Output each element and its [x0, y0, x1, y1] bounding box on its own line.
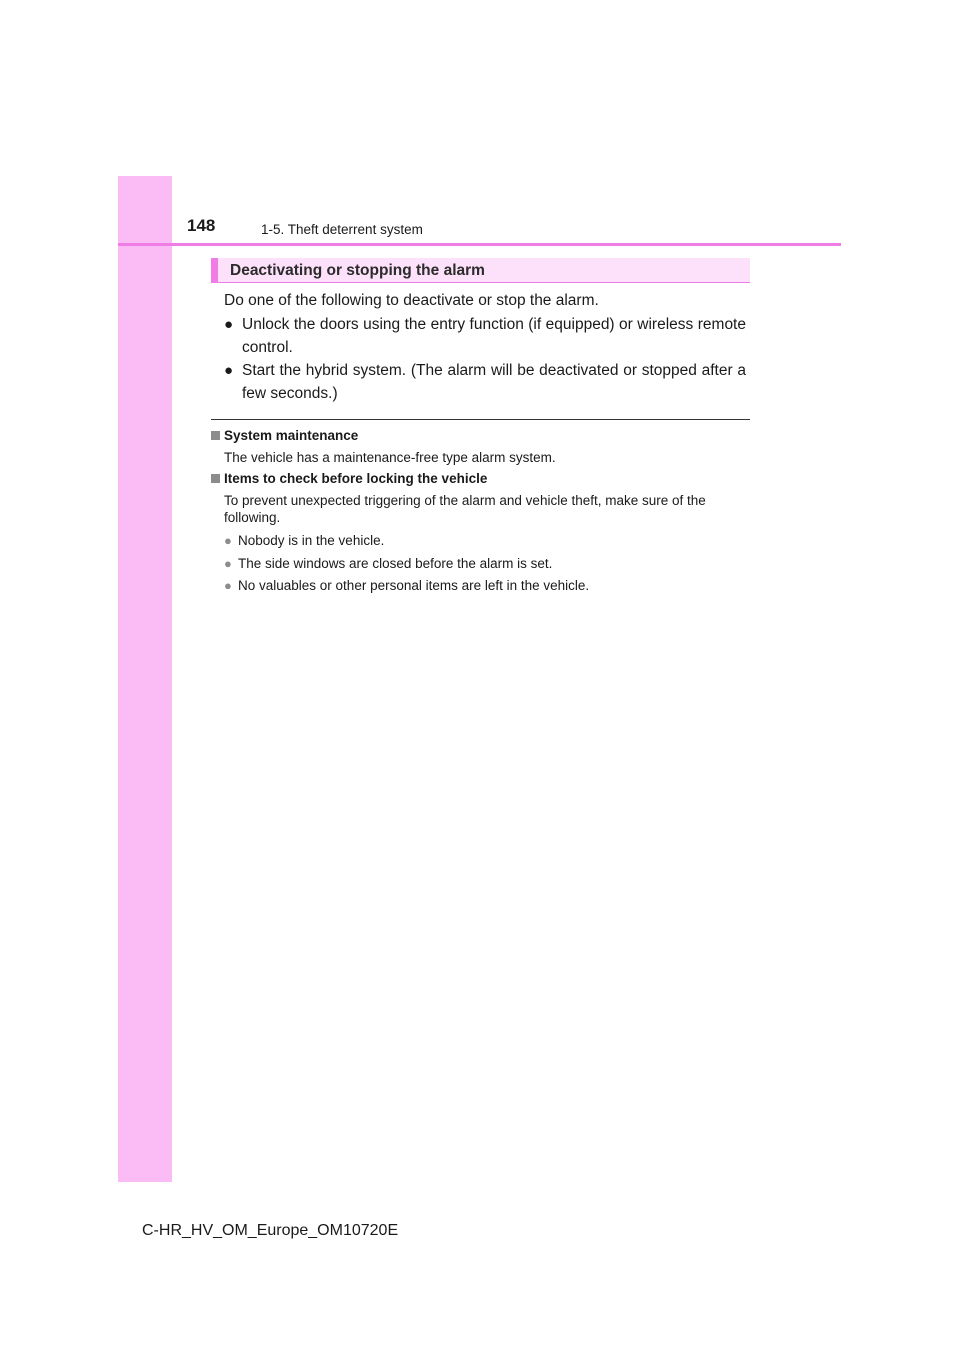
list-item [224, 313, 746, 359]
list-item [224, 532, 746, 549]
bullet-icon: ● [224, 316, 234, 333]
bullet-icon: ● [224, 362, 234, 379]
square-bullet-icon [211, 431, 220, 440]
list-item-text: The side windows are closed before the alarm is set. [238, 556, 553, 571]
list-item-text: No valuables or other personal items are left in the vehicle. [238, 578, 590, 593]
list-item-text: Unlock the doors using the entry function (if equipped) or wireless remote control. [242, 316, 746, 356]
bullet-icon: ● [224, 578, 232, 593]
list-item [224, 577, 746, 594]
bullet-icon: ● [224, 533, 232, 548]
square-bullet-icon [211, 474, 220, 483]
divider [211, 419, 750, 420]
page-number: 148 [187, 216, 216, 235]
document-code: C-HR_HV_OM_Europe_OM10720E [142, 1222, 399, 1239]
section-heading: Deactivating or stopping the alarm [230, 262, 485, 279]
note-heading: Items to check before locking the vehicle [211, 471, 487, 486]
chapter-sidebar-tab [118, 176, 172, 1182]
bullet-icon: ● [224, 556, 232, 571]
list-item-text: Nobody is in the vehicle. [238, 533, 385, 548]
note-text: To prevent unexpected triggering of the alarm and vehicle theft, make sure of the following. [224, 493, 706, 525]
list-item [224, 359, 746, 405]
note-heading: System maintenance [211, 428, 358, 443]
intro-text: Do one of the following to deactivate or stop the alarm. [224, 292, 599, 309]
section-title: 1-5. Theft deterrent system [261, 222, 423, 237]
list-item-text: Start the hybrid system. (The alarm will be deactivated or stopped after a few seconds.) [242, 362, 746, 402]
header-rule [118, 243, 841, 246]
note-text: The vehicle has a maintenance-free type alarm system. [224, 450, 556, 465]
section-heading-box [211, 258, 750, 283]
list-item [224, 555, 746, 572]
